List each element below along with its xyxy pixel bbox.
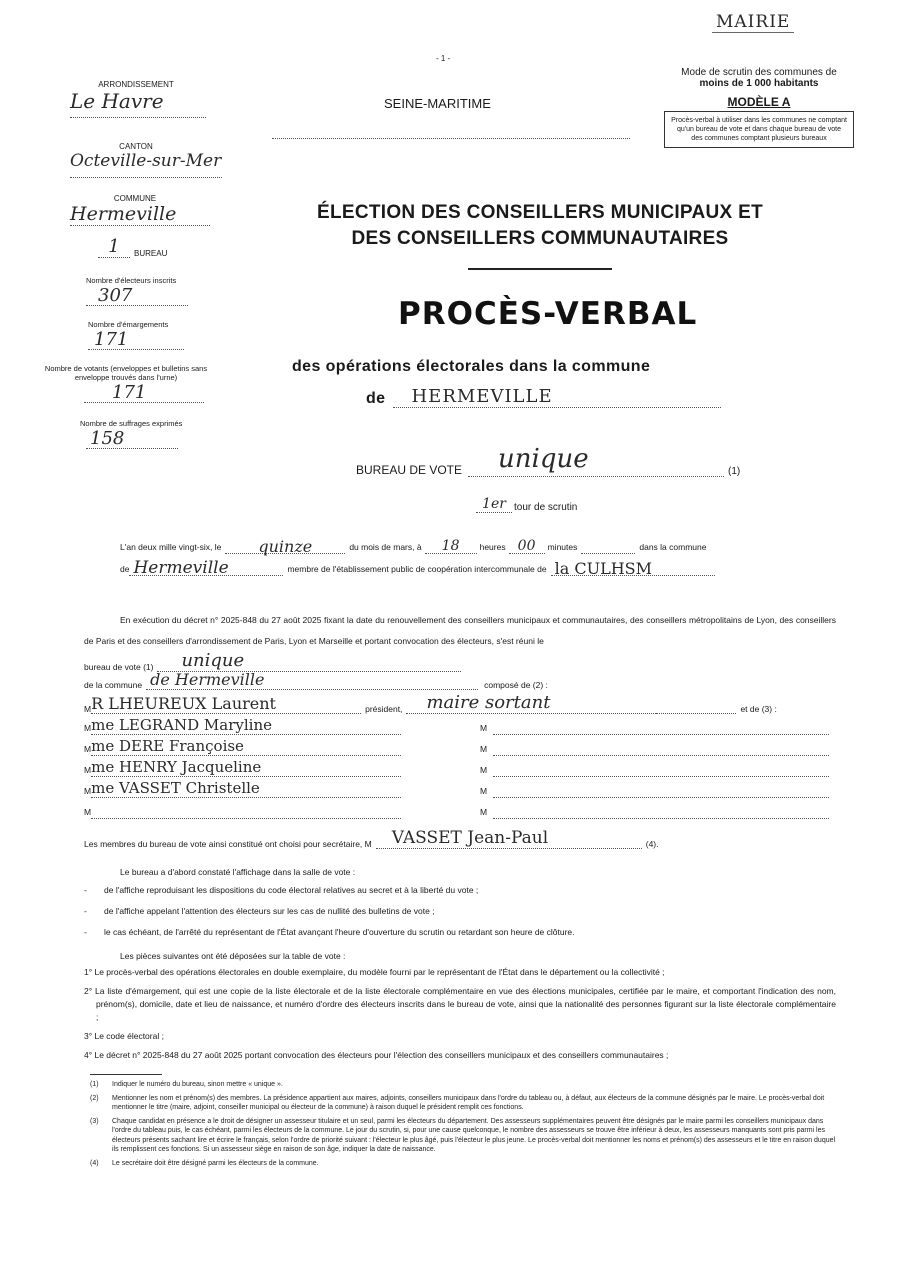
bureau-vote-label: BUREAU DE VOTE	[356, 463, 463, 477]
president-name: R LHEUREUX Laurent	[91, 694, 361, 714]
canton-label: CANTON	[119, 142, 153, 151]
piece-item: 3° Le code électoral ;	[84, 1031, 164, 1041]
assessor-blank	[493, 776, 829, 777]
tour-line	[476, 496, 577, 513]
footnote-rule	[90, 1074, 162, 1075]
footnote-number: (1)	[90, 1081, 99, 1088]
assessor-prefix: M	[480, 786, 488, 796]
footnote-number: (3)	[90, 1117, 99, 1125]
model-label: MODÈLE A	[727, 95, 791, 109]
assessor-prefix: M	[480, 723, 488, 733]
date-text-3: heures	[479, 542, 506, 552]
affichage-item: - de l'affiche appelant l'attention des électeurs sur les cas de nullité des bulletins de vote ;	[84, 905, 844, 926]
bureau-de-vote-row	[84, 650, 461, 672]
inscrits-value: 307	[86, 285, 188, 306]
assessor-name: me DERE Françoise	[91, 737, 401, 756]
footnote-text: Le secrétaire doit être désigné parmi les électeurs de la commune.	[112, 1159, 319, 1167]
assessor-row	[84, 798, 454, 819]
assessor-name: me HENRY Jacqueline	[91, 758, 401, 777]
affichage-item: - de l'affiche reproduisant les dispositions du code électoral relatives au secret et à la liberté du vote ;	[84, 884, 844, 905]
bureau-label: BUREAU	[134, 249, 168, 258]
president-role: maire sortant	[406, 692, 656, 714]
arrondissement-value: Le Havre	[70, 89, 206, 118]
assessor-name	[91, 804, 401, 819]
page-number: - 1 -	[436, 54, 451, 63]
assessor-row	[480, 735, 830, 756]
president-row	[84, 692, 836, 714]
footnote	[90, 1117, 842, 1155]
commune-line	[366, 386, 721, 408]
mode-line2: moins de 1 000 habitants	[699, 78, 819, 89]
de-la-commune-value: de Hermeville	[146, 670, 478, 690]
execution-paragraph: En exécution du décret n° 2025-848 du 27 août 2025 fixant la date du renouvellement des conseillers municipaux et communautaires, des conseillers métropolitains de Lyon, des conseillers de Paris et des conseillers d'arrondissement de Paris, Lyon et Marseille et portant convocation des électeurs, s'est réuni le	[84, 615, 836, 646]
commune-handwritten: Hermeville	[129, 562, 283, 576]
assessor-prefix: M	[480, 807, 488, 817]
assessor-row	[480, 798, 830, 819]
day-value: quinze	[225, 540, 345, 554]
mode-box	[664, 67, 854, 148]
date-text-4: minutes	[547, 542, 578, 552]
hour-value: 18	[425, 540, 477, 554]
footnote-text: Indiquer le numéro du bureau, sinon mettre « unique ».	[112, 1081, 283, 1088]
inscrits-label: Nombre d'électeurs inscrits	[86, 276, 177, 285]
date-line	[120, 537, 820, 556]
ref-4: (4).	[645, 839, 659, 849]
title-line-1: ÉLECTION DES CONSEILLERS MUNICIPAUX ET	[317, 202, 763, 223]
affichage-item-text: de l'affiche reproduisant les dispositions du code électoral relatives au secret et à la liberté du vote ;	[104, 885, 479, 895]
assessor-prefix: M	[480, 744, 488, 754]
tour-value: 1er	[476, 496, 512, 513]
footnote-text: Chaque candidat en présence a le droit de désigner un assesseur titulaire et un seul, parmi les électeurs du département. Des assesseurs supplémentaires peuvent être désignés par le maire parmi les conseillers municipaux dans l'ordre du tableau puis, le cas échéant, parmi les électeurs de la commune. Le jour du scrutin, si, pour une cause quelconque, le nombre des assesseurs se trouve être inférieur à deux, les assesseurs manquants sont pris parmi les électeurs présents sachant lire et écrire le français, selon l'ordre de priorité suivant : l'électeur le plus âgé, puis l'électeur le plus jeune. Le procès-verbal doit mentionner les noms et prénom(s) des assesseurs et le titre en raison duquel ils remplissent ces fonctions. Si un assesseur siège en raison de son âge, indiquer la date de naissance.	[112, 1117, 836, 1153]
commune-epci-line	[120, 558, 800, 578]
title-rule	[468, 268, 612, 270]
exprimes-label: Nombre de suffrages exprimés	[80, 419, 183, 428]
election-title	[260, 200, 820, 252]
assessor-row	[84, 756, 454, 777]
assessor-name: me VASSET Christelle	[91, 779, 401, 798]
assessor-blank	[493, 734, 829, 735]
assessors-right	[480, 714, 830, 819]
minutes-value: 00	[509, 540, 545, 554]
assessor-row	[84, 735, 454, 756]
exprimes-value: 158	[86, 428, 178, 449]
emargements-value: 171	[88, 329, 184, 350]
assessor-prefix: M	[480, 765, 488, 775]
pieces-intro: Les pièces suivantes ont été déposées sur la table de vote :	[120, 951, 346, 961]
pieces-list	[84, 966, 836, 1062]
de-text: de	[120, 564, 130, 574]
title-line-2: DES CONSEILLERS COMMUNAUTAIRES	[351, 228, 729, 249]
assessor-prefix: M	[84, 744, 92, 754]
assessor-row	[480, 756, 830, 777]
left-column	[44, 80, 222, 449]
bureau-de-vote-1-label: bureau de vote (1)	[84, 662, 154, 672]
assessor-row	[84, 777, 454, 798]
model-note: Procès-verbal à utiliser dans les communes ne comptant qu'un bureau de vote et dans chaque bureau de vote des communes comptant plusieurs bureaux	[664, 111, 854, 148]
president-label: président,	[365, 704, 403, 714]
affichage-list	[84, 884, 844, 947]
department: SEINE-MARITIME	[384, 96, 491, 111]
assessors-left	[84, 714, 454, 819]
assessor-prefix: M	[84, 786, 92, 796]
assessor-row	[480, 777, 830, 798]
date-text-5: dans la commune	[639, 542, 707, 552]
footnote-text: Mentionner les nom et prénom(s) des membres. La présidence appartient aux maires, adjoints, conseillers municipaux dans l'ordre du tableau ou, à défaut, aux électeurs de la commune désignés par le maire. Le procès-verbal doit mentionner le titre (maire, adjoint, conseiller municipal ou électeur de la commune) à raison duquel le président remplit ces fonctions.	[112, 1094, 825, 1111]
commune-name: HERMEVILLE	[393, 386, 721, 408]
department-line	[272, 138, 630, 139]
de-la-commune-label: de la commune	[84, 680, 143, 690]
emargements-label: Nombre d'émargements	[88, 320, 169, 329]
assessor-blank	[493, 818, 829, 819]
secretary-row	[84, 828, 658, 849]
canton-value: Octeville-sur-Mer	[70, 151, 222, 178]
date-text-2: du mois de mars, à	[349, 542, 422, 552]
assessor-prefix: M	[84, 807, 92, 817]
footnote	[90, 1080, 842, 1090]
affichage-item: - le cas échéant, de l'arrêté du représentant de l'État avançant l'heure d'ouverture du scrutin ou retardant son heure de clôture.	[84, 926, 844, 947]
footnotes	[90, 1080, 842, 1168]
et-de-label: et de (3) :	[740, 704, 777, 714]
date-text-1: L'an deux mille vingt-six, le	[120, 542, 222, 552]
affichage-intro: Le bureau a d'abord constaté l'affichage dans la salle de vote :	[120, 867, 356, 877]
footnote-number: (4)	[90, 1159, 99, 1167]
mairie-stamp: MAIRIE	[712, 12, 794, 33]
secretary-name: VASSET Jean-Paul	[376, 828, 642, 849]
subtitle: des opérations électorales dans la commune	[292, 358, 651, 375]
assessor-prefix: M	[84, 765, 92, 775]
commune-label: COMMUNE	[113, 194, 157, 203]
assessor-prefix: M	[84, 723, 92, 733]
assessor-row	[480, 714, 830, 735]
ref-1: (1)	[728, 466, 741, 477]
assessor-row	[84, 714, 454, 735]
epci-value: la CULHSM	[551, 562, 715, 576]
affichage-item-text: de l'affiche appelant l'attention des électeurs sur les cas de nullité des bulletins de vote ;	[104, 906, 435, 916]
de-la-commune-row	[84, 670, 548, 690]
pv-title: PROCÈS-VERBAL	[398, 296, 698, 332]
assessor-blank	[493, 797, 829, 798]
votants-value: 171	[84, 382, 204, 403]
arrondissement-label: ARRONDISSEMENT	[98, 80, 174, 89]
piece-item: 4° Le décret n° 2025-848 du 27 août 2025 portant convocation des électeurs pour l'élection des conseillers municipaux et des conseillers communautaires ;	[84, 1050, 669, 1060]
commune-value: Hermeville	[70, 203, 210, 226]
assessor-blank	[493, 755, 829, 756]
president-prefix: M	[84, 704, 92, 714]
compose-de-label: composé de (2) :	[484, 680, 548, 690]
assessor-name: me LEGRAND Maryline	[91, 716, 401, 735]
mode-line1: Mode de scrutin des communes de	[681, 67, 837, 78]
bureau-vote-value: unique	[468, 446, 724, 477]
footnote	[90, 1094, 842, 1113]
affichage-item-text: le cas échéant, de l'arrêté du représentant de l'État avançant l'heure d'ouverture du scrutin ou retardant son heure de clôture.	[104, 927, 575, 937]
piece-item: 2° La liste d'émargement, qui est une copie de la liste électorale et de la liste électorale complémentaire en vue des élections municipales, certifiée par le maire, et comportant l'indication des nom, prénom(s), domicile, date et lieu de naissance, et numéro d'ordre des électeurs inscrits dans le bureau de vote, ainsi que la nationalité des personnes figurant sur la liste électorale complémentaire ;	[84, 986, 836, 1022]
votants-label: Nombre de votants (enveloppes et bulletins sans enveloppe trouvés dans l'urne)	[44, 364, 208, 382]
footnote	[90, 1159, 842, 1169]
secretary-text: Les membres du bureau de vote ainsi constitué ont choisi pour secrétaire, M	[84, 839, 372, 849]
dots-filler	[581, 553, 635, 554]
footnote-number: (2)	[90, 1094, 99, 1102]
piece-item: 1° Le procès-verbal des opérations électorales en double exemplaire, du modèle fourni par le représentant de l'État dans le département ou la collectivité ;	[84, 967, 665, 977]
de-word: de	[366, 390, 386, 407]
bureau-number: 1	[98, 236, 130, 258]
bureau-vote-line	[356, 446, 740, 477]
bureau-de-vote-1-value: unique	[157, 650, 461, 672]
tour-label: tour de scrutin	[514, 502, 578, 513]
epci-text: membre de l'établissement public de coopération intercommunale de	[287, 564, 547, 574]
